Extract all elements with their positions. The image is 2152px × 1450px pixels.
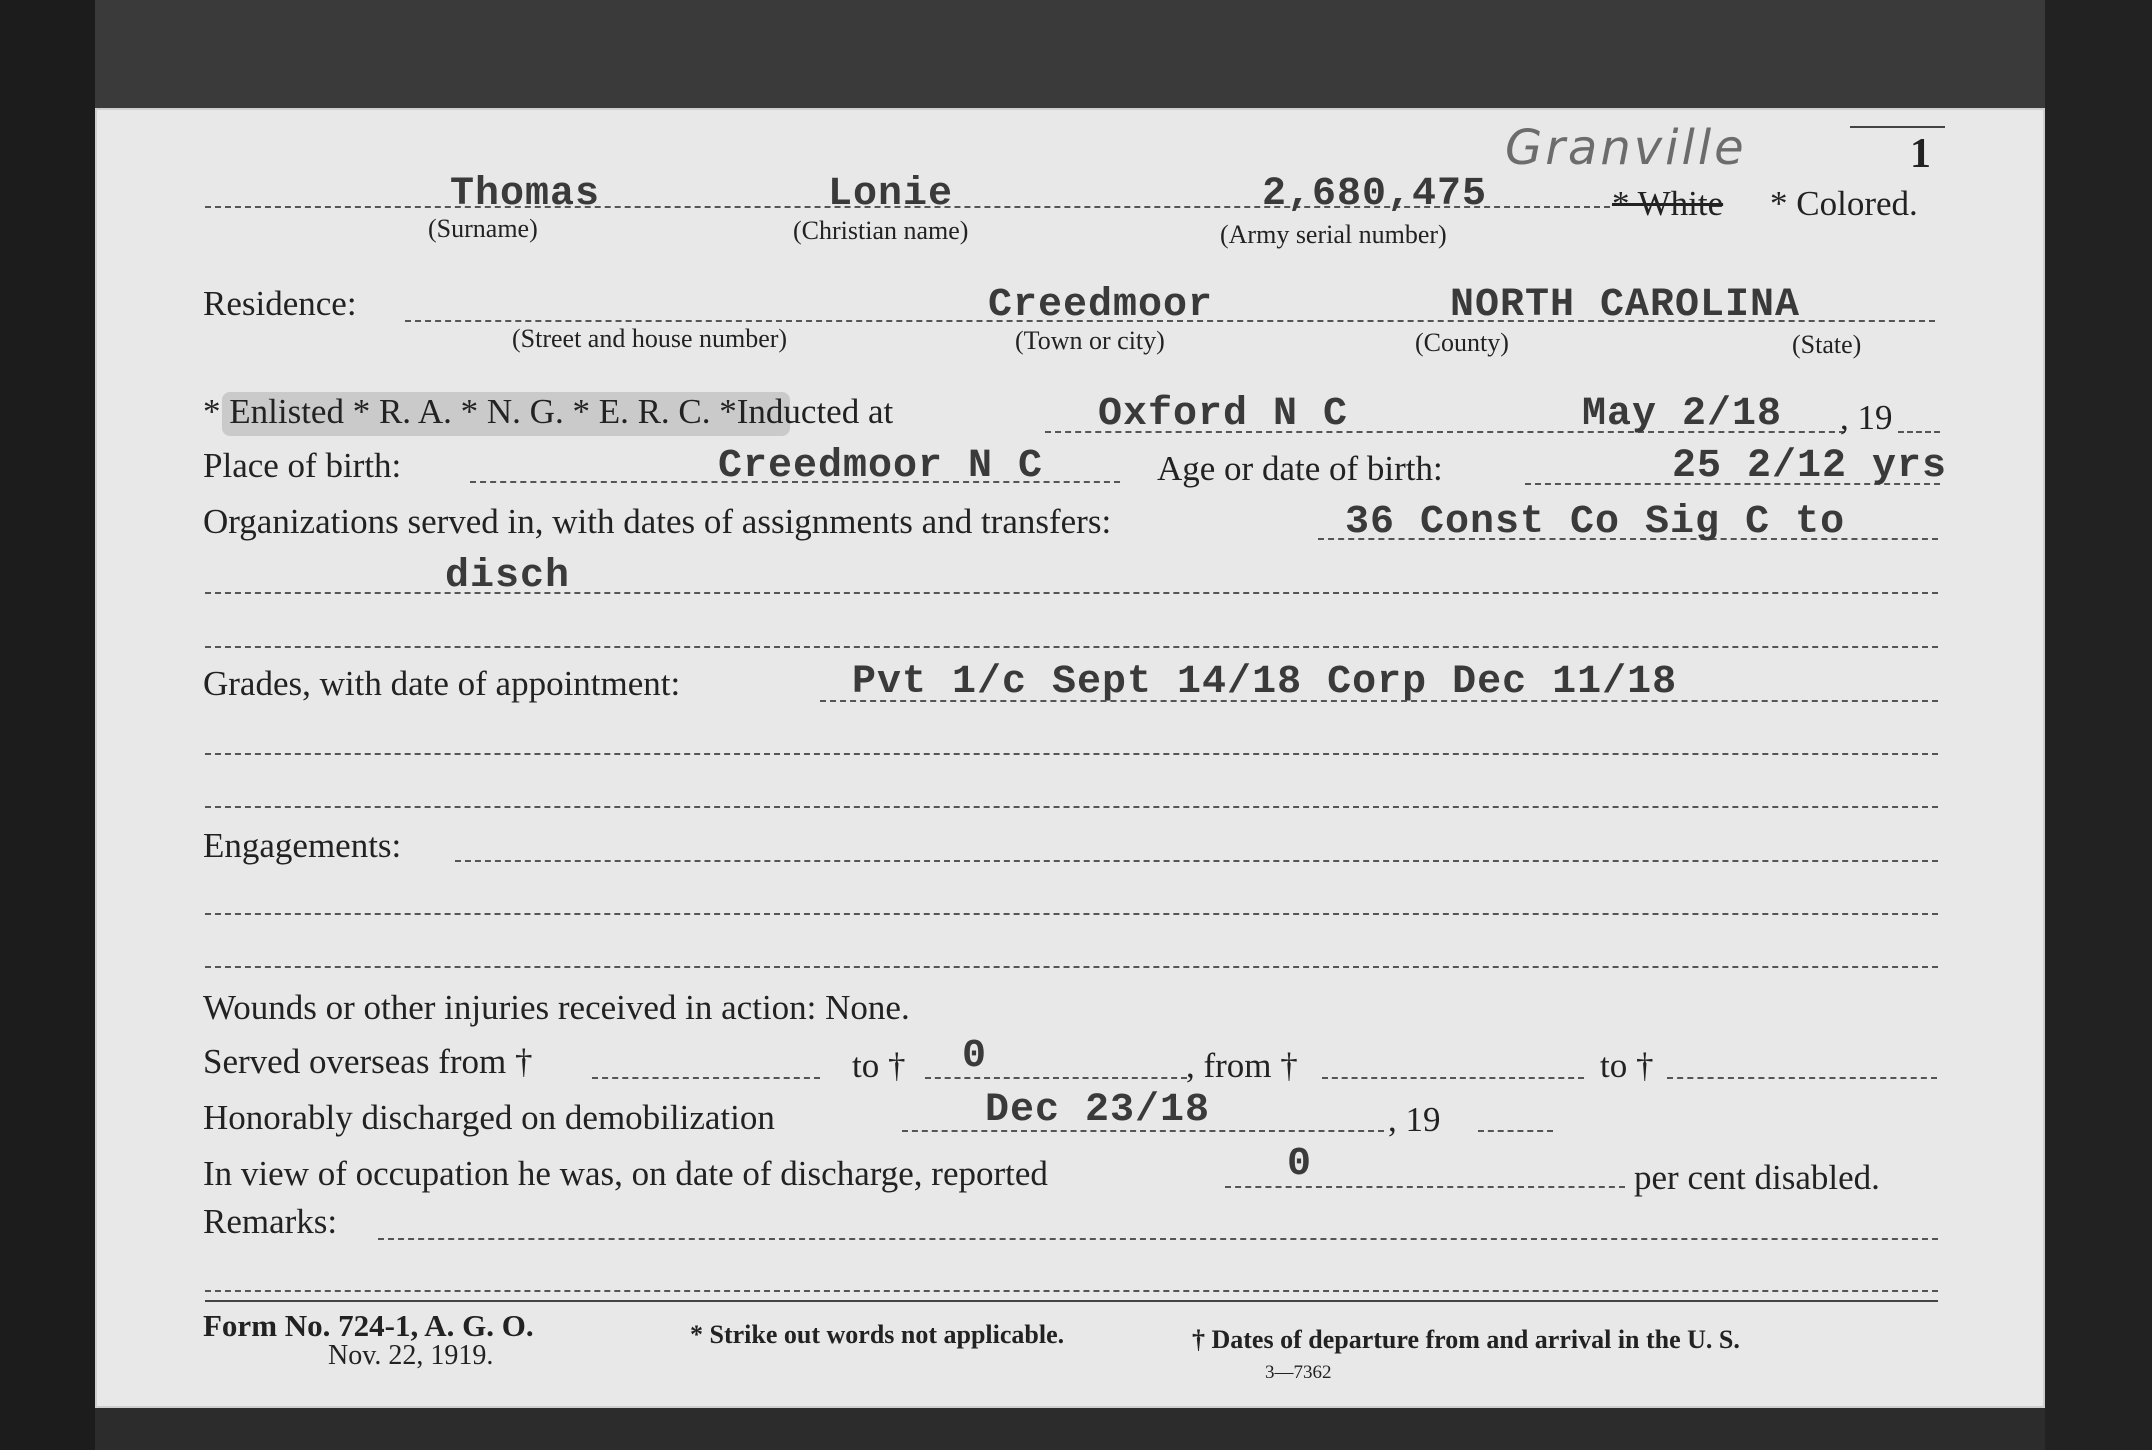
organizations-value-2: disch (445, 554, 571, 599)
grades-line-2 (205, 753, 1938, 755)
birth-place-label: Place of birth: (203, 446, 402, 485)
form-number: Form No. 724-1, A. G. O. (203, 1308, 534, 1343)
grades-line-3 (205, 806, 1938, 808)
residence-town-value: Creedmoor (988, 283, 1214, 328)
form-date: Nov. 22, 1919. (328, 1340, 494, 1371)
print-code: 3—7362 (1265, 1362, 1332, 1383)
discharge-date-value: Dec 23/18 (985, 1088, 1211, 1133)
county-caption: (County) (1415, 328, 1509, 357)
street-caption: (Street and house number) (512, 324, 788, 353)
serial-caption: (Army serial number) (1220, 220, 1447, 249)
overseas-to-label: to † (852, 1046, 906, 1085)
residence-state-value: NORTH CAROLINA (1450, 283, 1801, 328)
footer-divider (205, 1300, 1938, 1302)
grades-label: Grades, with date of appointment: (203, 664, 681, 703)
discharge-year-suffix: , 19 (1388, 1100, 1441, 1139)
town-caption: (Town or city) (1015, 326, 1165, 355)
scanner-background-left (0, 0, 95, 1450)
serial-number-value: 2,680,475 (1262, 172, 1488, 217)
overseas-value: 0 (962, 1034, 988, 1079)
scanner-background-right (2045, 0, 2152, 1450)
county-handwritten: Granville (1505, 120, 1747, 176)
scanner-background-top (0, 0, 2152, 110)
disability-value: 0 (1287, 1142, 1313, 1187)
engagements-line-1 (455, 860, 1938, 862)
engagements-label: Engagements: (203, 826, 402, 865)
organizations-value-1: 36 Const Co Sig C to (1345, 500, 1846, 545)
state-caption: (State) (1792, 330, 1862, 359)
surname-caption: (Surname) (428, 214, 538, 243)
christian-name-value: Lonie (828, 172, 954, 217)
discharge-label: Honorably discharged on demobilization (203, 1098, 775, 1137)
strike-note: * Strike out words not applicable. (690, 1320, 1065, 1349)
enlistment-year-suffix: , 19 (1840, 398, 1893, 437)
christian-caption: (Christian name) (793, 216, 969, 245)
race-white-label: * White (1612, 184, 1724, 223)
grades-value: Pvt 1/c Sept 14/18 Corp Dec 11/18 (852, 660, 1678, 705)
race-colored-label: * Colored. (1770, 184, 1918, 223)
residence-label: Residence: (203, 284, 357, 323)
engagements-line-3 (205, 966, 1938, 968)
disability-suffix: per cent disabled. (1634, 1158, 1880, 1197)
birth-place-value: Creedmoor N C (718, 444, 1044, 489)
wounds-label: Wounds or other injuries received in action: None. (203, 988, 910, 1027)
disability-line (1225, 1186, 1625, 1188)
disability-label: In view of occupation he was, on date of discharge, reported (203, 1154, 1048, 1193)
remarks-line-2 (205, 1290, 1938, 1292)
enlistment-year-line (1898, 431, 1940, 433)
engagements-line-2 (205, 913, 1938, 915)
remarks-line-1 (378, 1238, 1938, 1240)
dates-note: † Dates of departure from and arrival in the U. S. (1192, 1325, 1740, 1354)
overseas-to2-label: to † (1600, 1046, 1654, 1085)
overseas-from-label: Served overseas from † (203, 1042, 533, 1081)
organizations-label: Organizations served in, with dates of assignments and transfers: (203, 502, 1112, 541)
overseas-from2-line (1322, 1077, 1584, 1079)
overseas-to2-line (1667, 1077, 1937, 1079)
induction-date-value: May 2/18 (1582, 392, 1783, 437)
overseas-from2-label: , from † (1186, 1046, 1298, 1085)
discharge-year-line (1478, 1130, 1553, 1132)
card-number: 1 (1910, 131, 1931, 177)
induction-place-value: Oxford N C (1098, 392, 1349, 437)
overseas-from-line (592, 1077, 820, 1079)
age-value: 25 2/12 yrs (1672, 444, 1948, 489)
surname-value: Thomas (450, 172, 601, 217)
enlistment-label: * Enlisted * R. A. * N. G. * E. R. C. *Inducted at (203, 392, 894, 431)
card-number-rule (1850, 126, 1945, 128)
age-label: Age or date of birth: (1157, 449, 1443, 488)
organizations-line-3 (205, 646, 1938, 648)
remarks-label: Remarks: (203, 1202, 338, 1241)
